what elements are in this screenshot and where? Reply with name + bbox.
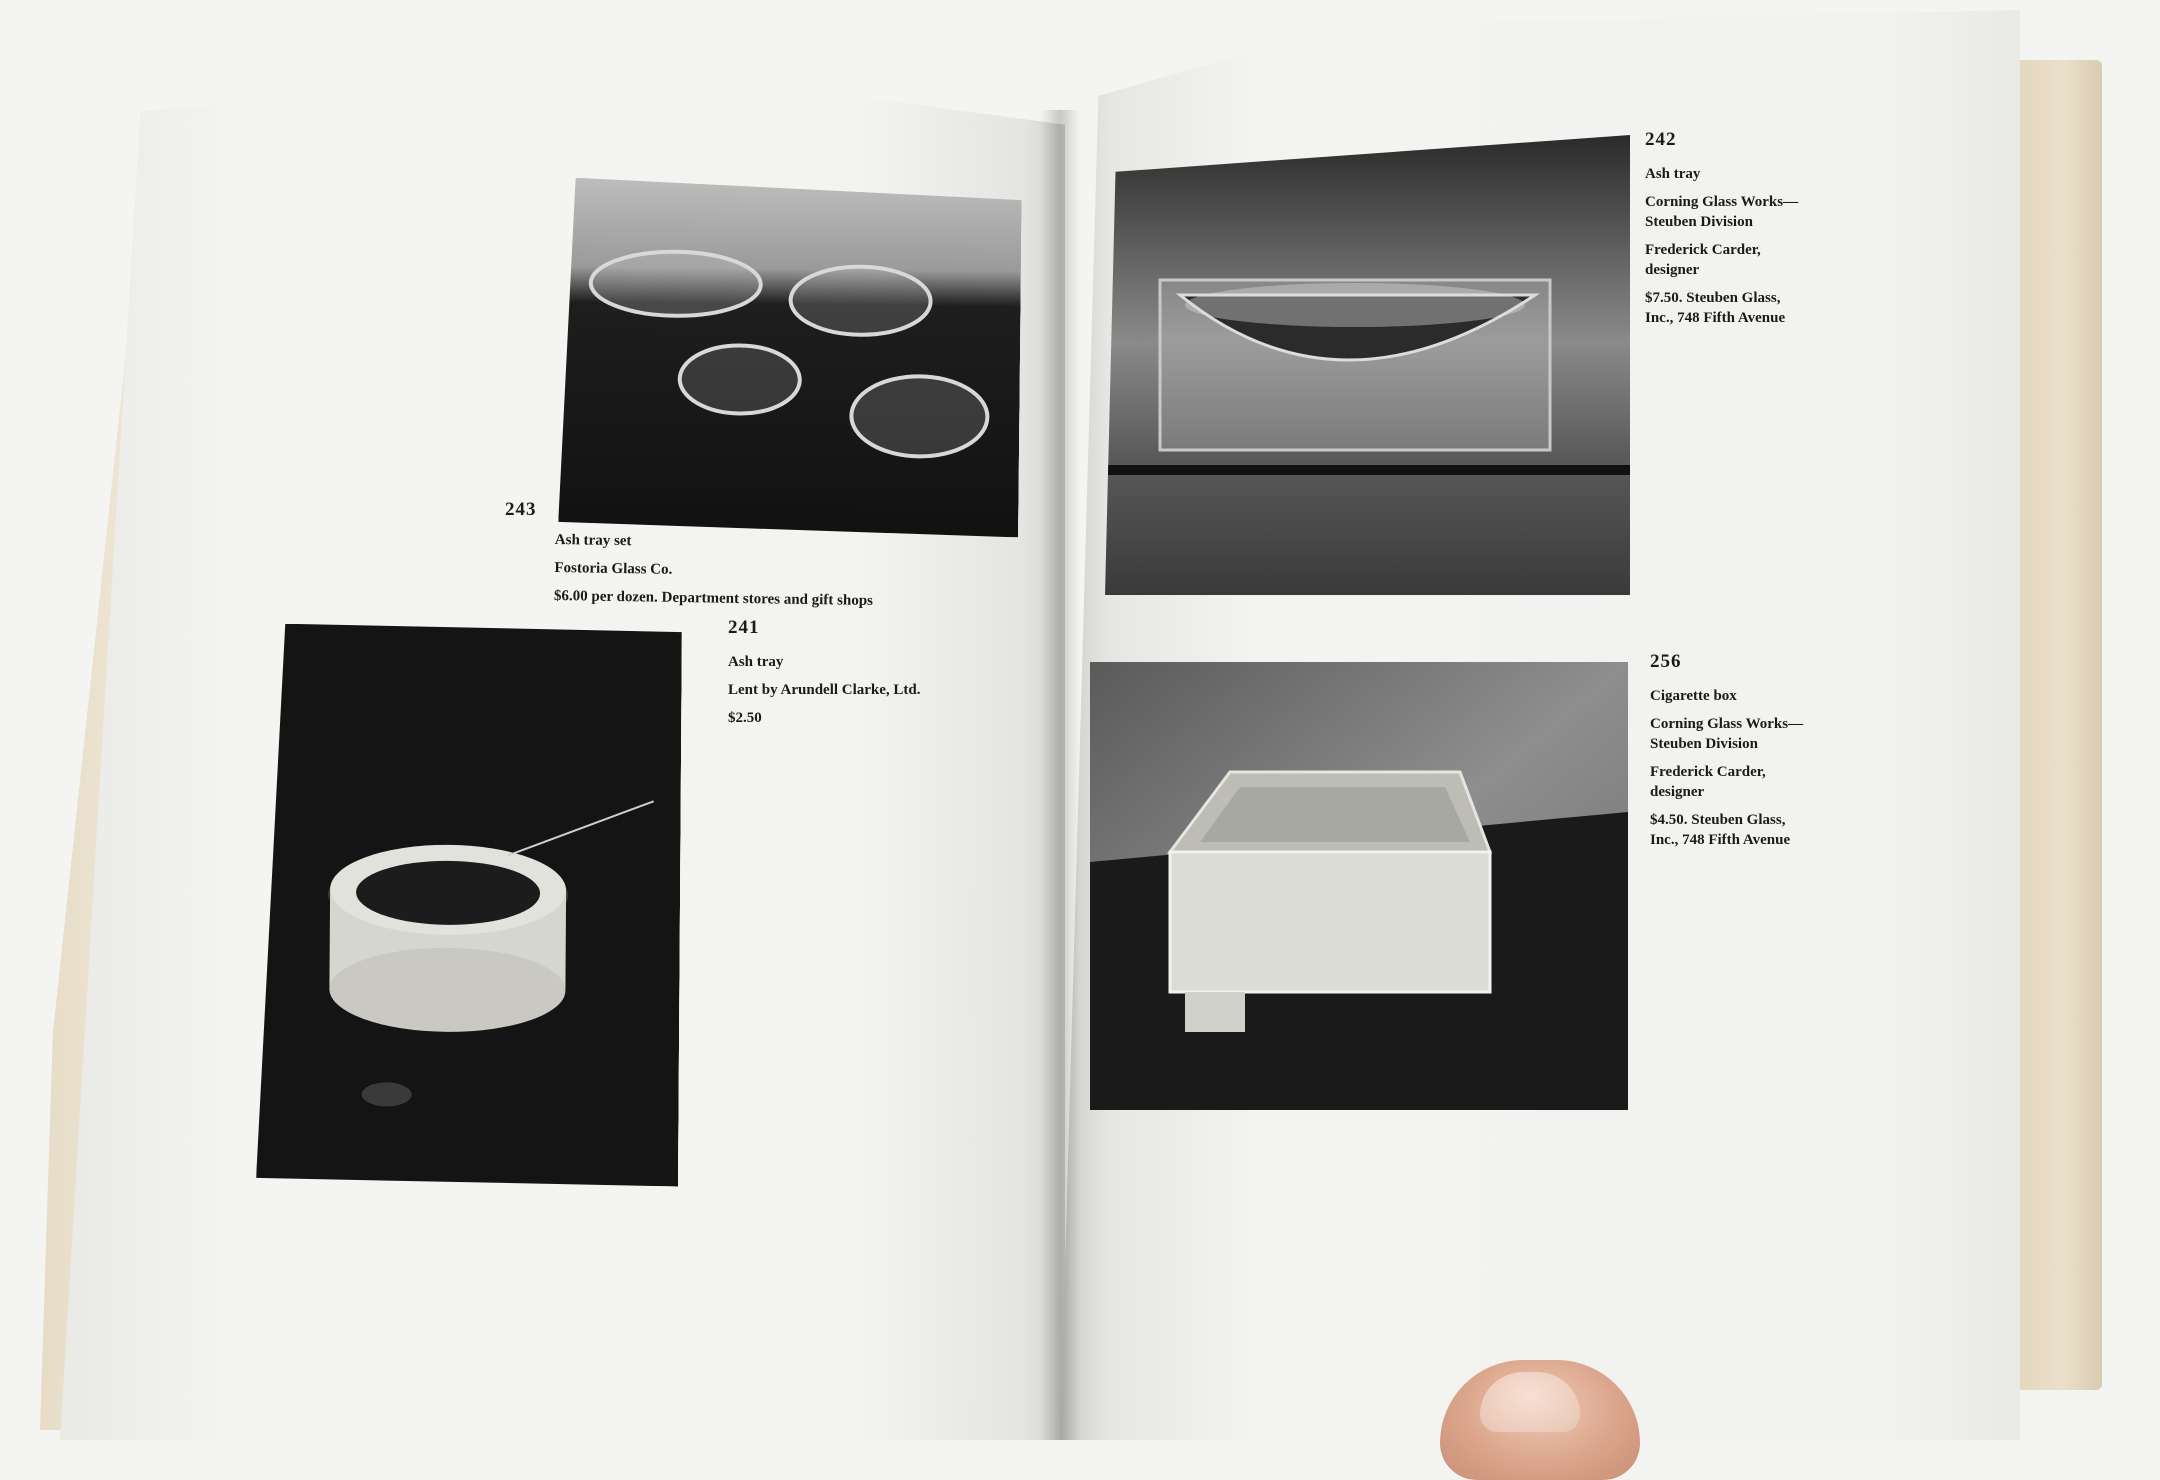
caption-243 xyxy=(554,530,874,619)
caption-242-title: Ash tray xyxy=(1645,166,1701,182)
caption-241-title: Ash tray xyxy=(728,654,784,670)
book-gutter xyxy=(1040,110,1080,1440)
photo-ash-tray-set xyxy=(558,178,1022,538)
caption-256-price-1: $4.50. Steuben Glass, xyxy=(1650,812,1786,828)
caption-256-maker-2: Steuben Division xyxy=(1650,736,1758,752)
caption-241 xyxy=(728,618,921,736)
caption-241-number: 241 xyxy=(728,617,760,638)
photo-ash-tray xyxy=(256,624,682,1187)
caption-243-title: Ash tray set xyxy=(554,531,632,550)
caption-242-price-1: $7.50. Steuben Glass, xyxy=(1645,290,1781,306)
caption-241-price: $2.50 xyxy=(728,710,762,726)
caption-242-number: 242 xyxy=(1645,129,1677,150)
caption-243-number: 243 xyxy=(505,499,537,520)
caption-256-price-2: Inc., 748 Fifth Avenue xyxy=(1650,832,1791,848)
back-cover-edge xyxy=(2010,60,2102,1390)
caption-242-designer-1: Frederick Carder, xyxy=(1645,242,1761,258)
caption-242-maker-1: Corning Glass Works— xyxy=(1645,194,1799,210)
photo-steuben-ash-tray xyxy=(1105,135,1630,595)
caption-243-price: $6.00 per dozen. Department stores and gift shops xyxy=(553,587,874,610)
caption-256 xyxy=(1650,652,1803,858)
caption-256-title: Cigarette box xyxy=(1650,688,1737,704)
caption-242-maker-2: Steuben Division xyxy=(1645,214,1753,230)
caption-242 xyxy=(1645,130,1798,336)
caption-242-price-2: Inc., 748 Fifth Avenue xyxy=(1645,310,1786,326)
photo-cigarette-box xyxy=(1090,662,1628,1110)
caption-256-designer-2: designer xyxy=(1650,784,1705,800)
caption-243-maker: Fostoria Glass Co. xyxy=(554,559,673,578)
caption-241-lender: Lent by Arundell Clarke, Ltd. xyxy=(728,682,921,698)
caption-256-number: 256 xyxy=(1650,651,1682,672)
caption-242-designer-2: designer xyxy=(1645,262,1700,278)
caption-256-maker-1: Corning Glass Works— xyxy=(1650,716,1804,732)
caption-256-designer-1: Frederick Carder, xyxy=(1650,764,1766,780)
